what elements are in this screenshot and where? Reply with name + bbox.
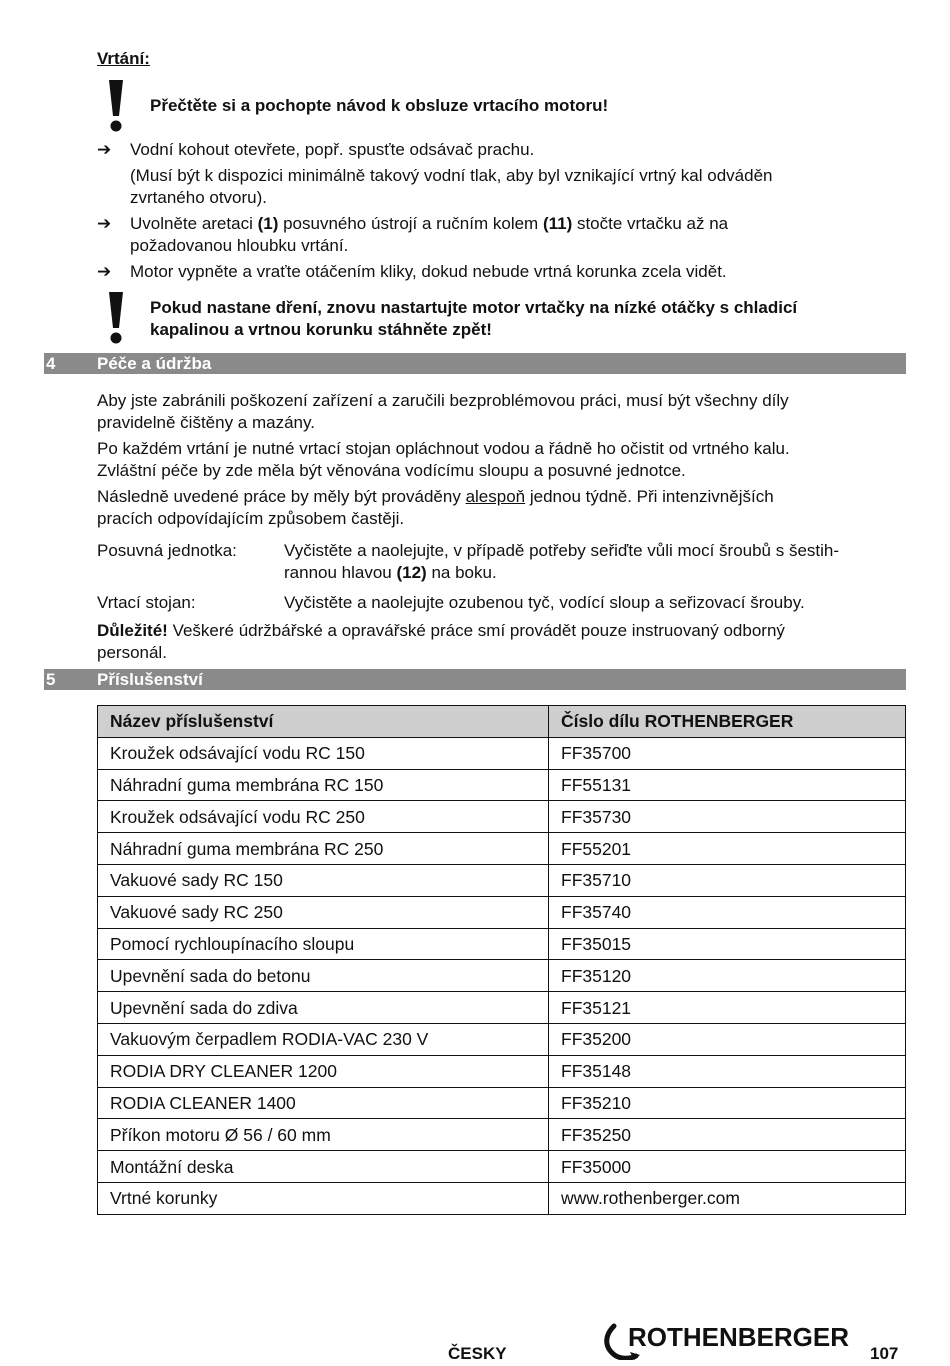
section-bar-accessories — [44, 669, 906, 690]
table-row — [98, 960, 906, 992]
paragraph: pravidelně čištěny a mazány. — [97, 413, 315, 432]
maintenance-item-label: Vrtací stojan: — [97, 593, 196, 612]
section-title: Příslušenství — [97, 670, 203, 689]
right-arrow-icon: ➔ — [97, 140, 112, 159]
step-text: požadovanou hloubku vrtání. — [130, 236, 349, 255]
paragraph: Aby jste zabránili poškození zařízení a zaručili bezproblémovou práci, musí být všechny díly — [97, 391, 789, 410]
accessory-name: Vakuové sady RC 150 — [98, 864, 549, 896]
maintenance-item-desc: Vyčistěte a naolejujte, v případě potřeby seřiďte vůli mocí šroubů s šestih- — [284, 541, 840, 560]
step-note: (Musí být k dispozici minimálně takový vodní tlak, aby byl vznikající vrtný kal odváděn — [130, 166, 773, 185]
paragraph: pracích odpovídajícím způsobem častěji. — [97, 509, 405, 528]
table-row — [98, 1055, 906, 1087]
table-row — [98, 896, 906, 928]
part-number: FF35710 — [549, 864, 906, 896]
table-row — [98, 1023, 906, 1055]
accessory-name: Vakuové sady RC 250 — [98, 896, 549, 928]
paragraph: Zvláštní péče by zde měla být věnována vodícímu sloupu a posuvné jednotce. — [97, 461, 686, 480]
part-number: FF35120 — [549, 960, 906, 992]
logo-text: ROTHENBERGER — [628, 1322, 850, 1352]
accessory-name: RODIA DRY CLEANER 1200 — [98, 1055, 549, 1087]
part-number: FF35121 — [549, 992, 906, 1024]
maintenance-item-label: Posuvná jednotka: — [97, 541, 237, 560]
footer-language: ČESKY — [448, 1344, 507, 1363]
paragraph: Po každém vrtání je nutné vrtací stojan opláchnout vodou a řádně ho očistit od vrtného kalu. — [97, 439, 790, 458]
part-number: FF35200 — [549, 1023, 906, 1055]
part-number: FF35000 — [549, 1151, 906, 1183]
accessory-name: Montážní deska — [98, 1151, 549, 1183]
warning-text: kapalinou a vrtnou korunku stáhněte zpět! — [150, 320, 492, 339]
warning-text: Pokud nastane dření, znovu nastartujte motor vrtačky na nízké otáčky s chladicí — [150, 298, 798, 317]
part-number: FF35148 — [549, 1055, 906, 1087]
right-arrow-icon: ➔ — [97, 214, 112, 233]
column-header: Číslo dílu ROTHENBERGER — [549, 706, 906, 738]
maintenance-item-desc: Vyčistěte a naolejujte ozubenou tyč, vodící sloup a seřizovací šrouby. — [284, 593, 805, 612]
accessory-name: Vrtné korunky — [98, 1182, 549, 1214]
part-number: FF35250 — [549, 1119, 906, 1151]
part-number: FF55201 — [549, 833, 906, 865]
part-number: www.rothenberger.com — [549, 1182, 906, 1214]
table-row — [98, 1087, 906, 1119]
step-text: Uvolněte aretaci (1) posuvného ústrojí a ručním kolem (11) stočte vrtačku až na — [130, 214, 729, 233]
table-row — [98, 1182, 906, 1214]
accessory-name: Vakuovým čerpadlem RODIA-VAC 230 V — [98, 1023, 549, 1055]
section-title: Péče a údržba — [97, 354, 212, 373]
section-heading-drilling: Vrtání: — [97, 49, 150, 68]
warning-text: Přečtěte si a pochopte návod k obsluze vrtacího motoru! — [150, 96, 609, 115]
important-note: personál. — [97, 643, 167, 662]
exclamation-icon — [107, 80, 125, 132]
table-row — [98, 1151, 906, 1183]
page-number: 107 — [870, 1344, 899, 1363]
exclamation-icon — [107, 292, 125, 344]
step-text: Vodní kohout otevřete, popř. spusťte odsávač prachu. — [130, 140, 535, 159]
part-number: FF35015 — [549, 928, 906, 960]
accessory-name: Náhradní guma membrána RC 250 — [98, 833, 549, 865]
accessories-table — [97, 705, 906, 1215]
part-number: FF35210 — [549, 1087, 906, 1119]
accessory-name: Kroužek odsávající vodu RC 250 — [98, 801, 549, 833]
accessory-name: RODIA CLEANER 1400 — [98, 1087, 549, 1119]
section-number: 4 — [46, 354, 56, 373]
part-number: FF35730 — [549, 801, 906, 833]
table-row — [98, 801, 906, 833]
table-row — [98, 992, 906, 1024]
part-number: FF55131 — [549, 769, 906, 801]
table-row — [98, 737, 906, 769]
step-text: Motor vypněte a vraťte otáčením kliky, dokud nebude vrtná korunka zcela vidět. — [130, 262, 727, 281]
accessory-name: Upevnění sada do betonu — [98, 960, 549, 992]
rothenberger-logo — [600, 1322, 852, 1360]
table-header-row — [98, 706, 906, 738]
accessory-name: Kroužek odsávající vodu RC 150 — [98, 737, 549, 769]
part-number: FF35740 — [549, 896, 906, 928]
paragraph: Následně uvedené práce by měly být prováděny alespoň jednou týdně. Při intenzivnějších — [97, 487, 774, 506]
table-row — [98, 928, 906, 960]
accessory-name: Příkon motoru Ø 56 / 60 mm — [98, 1119, 549, 1151]
table-row — [98, 769, 906, 801]
accessory-name: Náhradní guma membrána RC 150 — [98, 769, 549, 801]
part-number: FF35700 — [549, 737, 906, 769]
table-row — [98, 864, 906, 896]
column-header: Název příslušenství — [98, 706, 549, 738]
accessory-name: Upevnění sada do zdiva — [98, 992, 549, 1024]
maintenance-item-desc: rannou hlavou (12) na boku. — [284, 563, 497, 582]
important-note: Důležité! Veškeré údržbářské a opravářské práce smí provádět pouze instruovaný odborný — [97, 621, 785, 640]
accessory-name: Pomocí rychloupínacího sloupu — [98, 928, 549, 960]
table-row — [98, 833, 906, 865]
section-number: 5 — [46, 670, 56, 689]
table-row — [98, 1119, 906, 1151]
right-arrow-icon: ➔ — [97, 262, 112, 281]
step-note: zvrtaného otvoru). — [130, 188, 268, 207]
section-bar-maintenance — [44, 353, 906, 374]
